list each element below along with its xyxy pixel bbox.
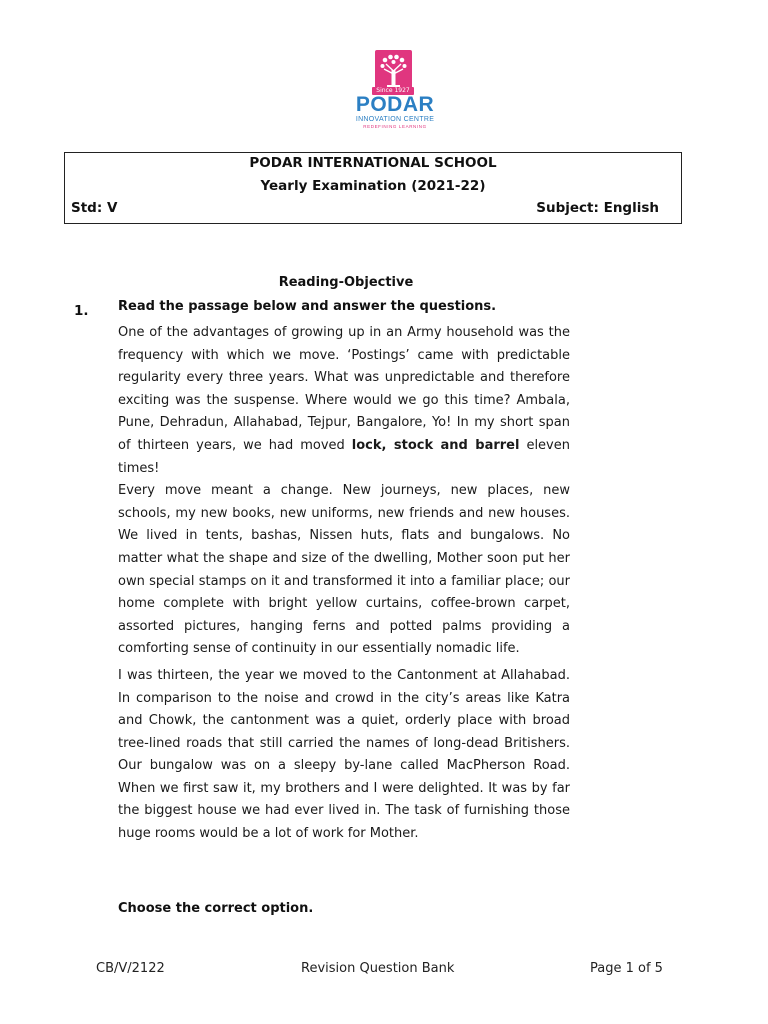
logo-since: Since 1927 [372, 87, 414, 95]
passage-paragraph-1: One of the advantages of growing up in an Army household was the frequency with which we move. ‘Postings’ came with predictable regularity every three years. What was unpredictable and therefore exciting was the suspense. Where would we go this time? Ambala, Pune, Dehradun, Allahabad, Tejpur, Bangalore, Yo! In my short span of thirteen years, we had moved lock, stock and barrel eleven times! [118, 325, 570, 476]
subject-label: Subject: English [536, 200, 659, 216]
footer-page-number: Page 1 of 5 [590, 961, 663, 976]
footer-title: Revision Question Bank [301, 961, 455, 976]
tree-icon [375, 50, 412, 90]
school-logo [345, 45, 445, 130]
school-name: PODAR INTERNATIONAL SCHOOL [249, 155, 497, 171]
section-heading: Reading-Objective [278, 275, 414, 290]
passage-paragraph-3: I was thirteen, the year we moved to the Cantonment at Allahabad. In comparison to the noise and crowd in the city’s areas like Katra and Chowk, the cantonment was a quiet, orderly place with broad tree-lined roads that still carried the names of long-dead Britishers. Our bungalow was on a sleepy by-lane called MacPherson Road. When we first saw it, my brothers and I were delighted. It was by far the biggest house we had ever lived in. The task of furnishing those huge rooms would be a lot of work for Mother. [118, 667, 570, 842]
question-number: 1. [74, 303, 89, 319]
question-instruction: Read the passage below and answer the questions. [118, 299, 497, 314]
logo-name: PODAR [355, 93, 435, 116]
exam-header-box [64, 152, 682, 224]
idiom-highlight: lock, stock and barrel [351, 437, 520, 453]
choose-option-prompt: Choose the correct option. [118, 901, 314, 916]
passage-paragraph-2: Every move meant a change. New journeys, new places, new schools, my new books, new uniforms, new friends and new houses. We lived in tents, bashas, Nissen huts, flats and bungalows. No matter what the shape and size of the dwelling, Mother soon put her own special stamps on it and transformed it into a familiar place; our home complete with bright yellow curtains, coffee-brown carpet, assorted pictures, hanging ferns and potted palms providing a comforting sense of continuity in our essentially nomadic life. [118, 483, 570, 657]
standard-label: Std: V [71, 200, 118, 216]
logo-tagline: REDEFINING LEARNING [363, 124, 427, 129]
footer-code: CB/V/2122 [96, 961, 165, 976]
logo-subtitle: INNOVATION CENTRE [355, 116, 435, 123]
reading-passage [118, 322, 570, 846]
exam-title: Yearly Examination (2021-22) [260, 178, 486, 194]
logo-emblem [375, 50, 412, 90]
